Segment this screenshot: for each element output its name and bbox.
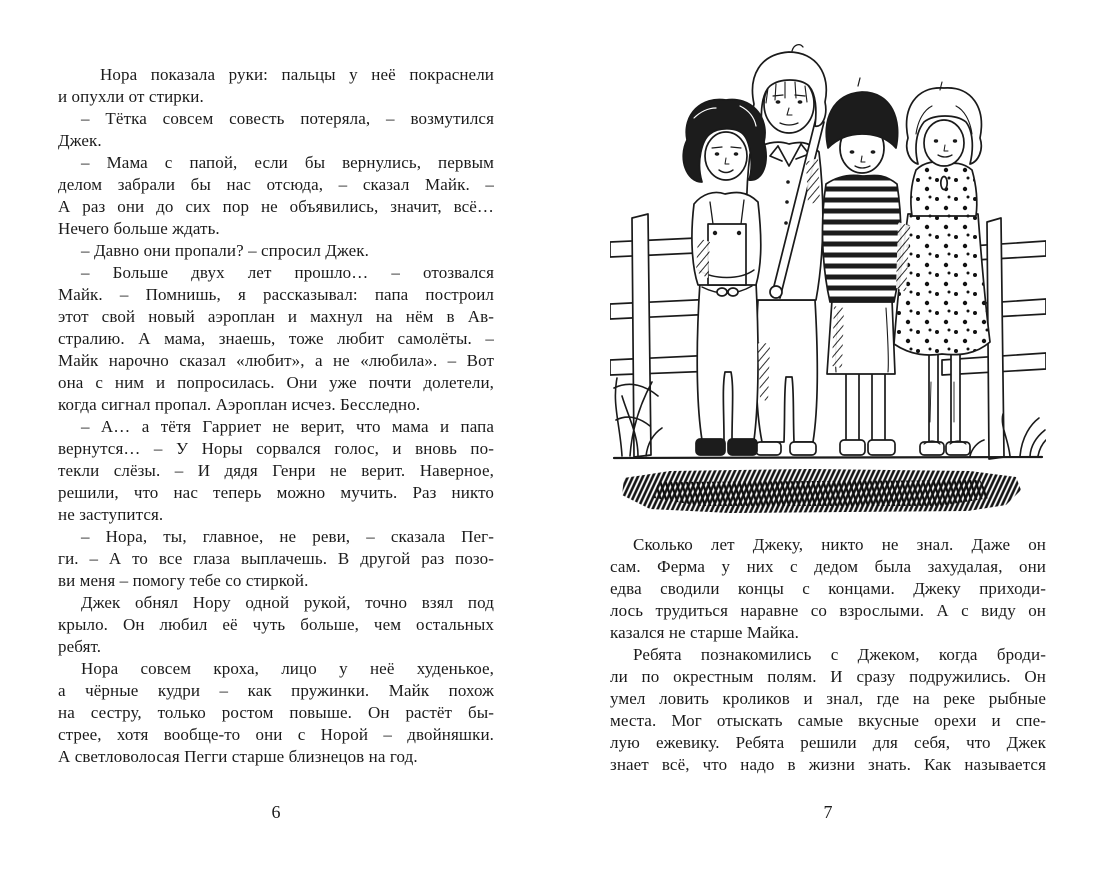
text-line: знает всё, что надо в жизни знать. Как называется	[610, 755, 1046, 774]
text-line: а чёрные кудри – как пружинки. Майк похож	[58, 681, 494, 700]
text-line: на сестру, только ростом повыше. Он растёт бы-	[58, 703, 494, 722]
right-page-text	[610, 534, 1046, 776]
text-line: Ребята познакомились с Джеком, когда броди-	[633, 645, 1046, 664]
text-line: ли по окрестным полям. И сразу подружились. Он	[610, 667, 1046, 686]
text-line: и опухли от стирки.	[58, 87, 204, 106]
paragraph	[58, 152, 494, 240]
text-line: крыло. Он любил её чуть больше, чем остальных	[58, 615, 494, 634]
text-line: умел ловить кроликов и знал, где на реке рыбные	[610, 689, 1046, 708]
text-line: когда сигнал пропал. Аэроплан исчез. Бесследно.	[58, 395, 421, 414]
children-at-fence-drawing	[610, 42, 1046, 520]
text-line: вернутся… – У Норы сорвался голос, и вновь по-	[58, 439, 494, 458]
paragraph	[610, 644, 1046, 776]
text-line: места. Мог отыскать самые вкусные орехи и спе-	[610, 711, 1046, 730]
text-line: делом забрали бы нас отсюда, – сказал Майк. –	[58, 175, 494, 194]
text-line: Майк. – Помнишь, я рассказывал: папа построил	[58, 285, 494, 304]
text-line: ви меня – помогу тебе со стиркой.	[58, 571, 309, 590]
left-page-text	[58, 64, 494, 768]
text-line: – Тётка совсем совесть потеряла, – возмутился	[81, 109, 494, 128]
paragraph	[58, 108, 494, 152]
text-line: Майк нарочно сказал «любит», а не «любила». – Вот	[58, 351, 494, 370]
text-line: Сколько лет Джеку, никто не знал. Даже он	[633, 535, 1046, 554]
text-line: она с ним и попросилась. Они уже почти долетели,	[58, 373, 494, 392]
page-number-left: 6	[271, 802, 281, 822]
text-line: – Больше двух лет прошло… – отозвался	[81, 263, 494, 282]
text-line: не заступится.	[58, 505, 164, 524]
paragraph	[58, 526, 494, 592]
text-line: ребят.	[58, 637, 102, 656]
text-line: – Нора, ты, главное, не реви, – сказала Пег-	[81, 527, 494, 546]
ground-shadow-strip	[622, 469, 1021, 513]
text-line: сам. Ферма у них с дедом была захудалая, они	[610, 557, 1046, 576]
text-line: стралию. А мама, знаешь, тоже любит самолёты. –	[58, 329, 494, 348]
grass-right	[970, 414, 1046, 456]
book-illustration	[610, 42, 1046, 520]
text-line: Джек.	[58, 131, 102, 150]
page-number-right: 7	[823, 802, 833, 822]
paragraph	[58, 658, 494, 768]
text-line: Нора совсем кроха, лицо у неё худенькое,	[81, 659, 494, 678]
paragraph	[58, 64, 494, 108]
child-curly-girl	[683, 99, 766, 455]
paragraph	[58, 416, 494, 526]
paragraph	[610, 534, 1046, 644]
text-line: решили, что нас теперь можно мучить. Раз никто	[58, 483, 494, 502]
ground-line	[614, 457, 1042, 458]
paragraph	[58, 592, 494, 658]
text-line: – Давно они пропали? – спросил Джек.	[81, 241, 369, 260]
text-line: лую ежевику. Ребята решили для себя, что Джек	[610, 733, 1046, 752]
paragraph	[58, 262, 494, 416]
text-line: – А… а тётя Гарриет не верит, что мама и папа	[81, 417, 494, 436]
child-striped-sweater	[823, 78, 901, 455]
text-line: Нора показала руки: пальцы у неё покраснели	[100, 65, 494, 84]
child-polka-dot-girl	[894, 82, 990, 455]
text-line: Нечего больше ждать.	[58, 219, 220, 238]
text-line: едва сводили концы с концами. Джеку приходи-	[610, 579, 1046, 598]
text-line: стрее, хотя вообще-то они с Норой – двойняшки.	[58, 725, 494, 744]
text-line: А раз они до сих пор не объявились, значит, всё…	[58, 197, 494, 216]
text-line: – Мама с папой, если бы вернулись, первым	[81, 153, 494, 172]
text-line: Джек обнял Нору одной рукой, точно взял под	[81, 593, 494, 612]
paragraph	[58, 240, 494, 262]
text-line: А светловолосая Пегги старше близнецов на год.	[58, 747, 418, 766]
text-line: ги. – А то все глаза выплачешь. В другой раз позо-	[58, 549, 494, 568]
text-line: казался не старше Майка.	[610, 623, 800, 642]
text-line: этот свой новый аэроплан и махнул на нём в Ав-	[58, 307, 494, 326]
text-line: текли слёзы. – И дядя Генри не верит. Наверное,	[58, 461, 494, 480]
text-line: лось трудиться наравне со взрослыми. А с виду он	[610, 601, 1046, 620]
